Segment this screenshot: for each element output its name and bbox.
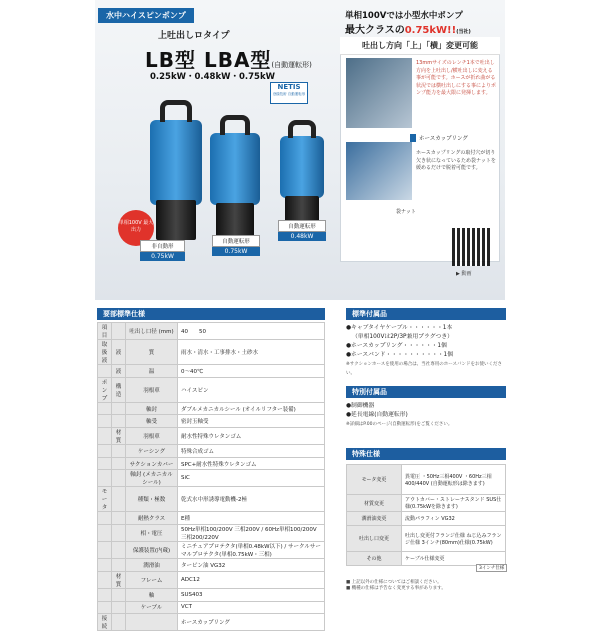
spec-label <box>98 512 112 525</box>
standard-item: ●キャブタイヤケーブル・・・・・・1本 <box>346 325 453 331</box>
spec-label: 接続 <box>98 614 112 631</box>
standard-note: ※サクションホースを使用の場合は、当社専用のホースバンドをお使いください。 <box>346 362 503 376</box>
spec-table <box>97 322 325 631</box>
direction-panel-title: 吐出し方向「上」「横」変更可能 <box>340 37 500 55</box>
spec-row <box>98 445 325 458</box>
spec-value: SUS403 <box>178 588 325 601</box>
spec-label: 質 <box>126 340 178 365</box>
netis-label: NETIS <box>277 83 301 91</box>
spec-label: 材質 <box>112 428 126 445</box>
feature-key: 潤滑油変更 <box>347 512 402 526</box>
spec-row <box>98 415 325 428</box>
spec-label: ケーシング <box>126 445 178 458</box>
spec-value: 0〜40℃ <box>178 365 325 378</box>
feature-key: その他 <box>347 552 402 566</box>
pump2-label-box <box>212 235 260 256</box>
spec-label: 種類・極数 <box>126 487 178 512</box>
spec-value: ハイスピン <box>178 377 325 402</box>
pump-image-large-left <box>150 100 202 240</box>
spec-label: 保護装置(内蔵) <box>126 542 178 559</box>
spec-row <box>98 402 325 415</box>
pump1-label-box <box>140 240 185 261</box>
pump-image-right <box>280 120 324 228</box>
coupling-note: ホースカップリングの取付穴が切り欠き状になっているため袋ナットを緩めるだけで脱着可能です。 <box>416 150 496 171</box>
spec-label <box>112 559 126 572</box>
coupling-label: ホースカップリング <box>410 134 468 142</box>
feature-key: 吐出し口変更 <box>347 526 402 552</box>
spec-label <box>98 571 112 588</box>
pump2-type: 自動運転形 <box>212 235 260 247</box>
spec-label: 軸受 <box>126 415 178 428</box>
spec-label <box>98 457 112 470</box>
coupling-photo <box>346 142 412 200</box>
spec-label <box>98 365 112 378</box>
spec-value: E種 <box>178 512 325 525</box>
spec-label: フレーム <box>126 571 178 588</box>
spec-value: 特殊合成ゴム <box>178 445 325 458</box>
feature-value: ケーブル仕様変更 <box>402 552 506 566</box>
pump2-kw: 0.75kW <box>212 247 260 256</box>
feature-row <box>347 465 506 495</box>
spec-label <box>112 445 126 458</box>
standard-header: 標準付属品 <box>346 308 506 320</box>
pump-body <box>280 136 324 198</box>
spec-label: 材質 <box>112 571 126 588</box>
spec-label <box>126 614 178 631</box>
spec-value: 耐水性特殊ウレタンゴム <box>178 428 325 445</box>
spec-value: ホースカップリング <box>178 614 325 631</box>
spec-label <box>98 601 112 614</box>
special-item: ●延長電線(自動運転形) <box>346 412 408 418</box>
netis-sub: 登録技術 自動運転形 <box>272 92 306 96</box>
spec-label <box>112 525 126 542</box>
spec-label <box>112 601 126 614</box>
spec-label: 羽根車 <box>126 428 178 445</box>
spec-row <box>98 588 325 601</box>
product-category-tag: 水中ハイスピンポンプ <box>98 8 194 23</box>
spec-row <box>98 487 325 512</box>
spec-label: 項目 <box>98 323 112 340</box>
spec-label: 吐出し口径 (mm) <box>126 323 178 340</box>
spec-label <box>112 470 126 487</box>
spec-label <box>112 415 126 428</box>
special-header: 特別付属品 <box>346 386 506 398</box>
spec-row <box>98 470 325 487</box>
special-list <box>346 402 506 429</box>
spec-value: ADC12 <box>178 571 325 588</box>
product-subtitle: 上吐出しロタイプ <box>158 31 230 41</box>
spec-label: 羽根車 <box>126 377 178 402</box>
spec-value: ダブルメカニカルシール (オイルリフター装備) <box>178 402 325 415</box>
pump-handle <box>288 120 316 138</box>
standard-item: ●ホースバンド・・・・・・・・・・1個 <box>346 352 454 358</box>
features-notes: ■ 上記以外の仕様についてはご相談ください。 ■ 機種の仕様は予告なく変更する事があります。 <box>346 580 446 591</box>
pump-body <box>150 120 202 205</box>
feature-value: アウトカバー・ストレーナスタンド SUS仕様(0.75kWを除きます) <box>402 495 506 512</box>
spec-row <box>98 559 325 572</box>
inch-spec-label: 3インチ仕様 <box>476 564 507 572</box>
qr-code[interactable] <box>452 228 490 266</box>
video-label-text: 動画 <box>461 271 472 277</box>
spec-value: 50Hz単相100/200V 三相200V / 60Hz単相100/200V 三相200/220V <box>178 525 325 542</box>
promo-line2 <box>345 21 471 36</box>
standard-list <box>346 324 506 378</box>
spec-value: 40 50 <box>178 323 325 340</box>
spec-row <box>98 428 325 445</box>
spec-label <box>98 542 112 559</box>
spec-row <box>98 377 325 402</box>
pump-base <box>156 200 196 240</box>
spec-value: タービン油 VG32 <box>178 559 325 572</box>
spec-row <box>98 512 325 525</box>
standard-item: （単相100Vは2P/3P兼用プラグつき） <box>352 334 453 340</box>
product-title-note: (自動運転形) <box>271 61 312 69</box>
spec-label: 耐熱クラス <box>126 512 178 525</box>
spec-row <box>98 340 325 365</box>
spec-label <box>98 588 112 601</box>
spec-value: SiC <box>178 470 325 487</box>
feature-value: 流動パラフィン VG32 <box>402 512 506 526</box>
spec-value: 乾式水中形誘導電動機-2極 <box>178 487 325 512</box>
power-ratings: 0.25kW・0.48kW・0.75kW <box>150 72 276 82</box>
spec-value: SPC+耐水性特殊ウレタンゴム <box>178 457 325 470</box>
features-header: 特殊仕様 <box>346 448 506 460</box>
play-icon: ▶ <box>456 271 460 277</box>
feature-key: モータ変更 <box>347 465 402 495</box>
feature-row <box>347 526 506 552</box>
promo-line2-a: 最大クラスの <box>345 25 405 36</box>
feature-value: 吐出し変更付フランジ仕様 ねじ込みフランジ仕様 3インチ(80mm)仕様(0.75kW) <box>402 526 506 552</box>
standard-item: ●ホースカップリング・・・・・・1個 <box>346 343 447 349</box>
spec-label: 取扱液 <box>98 340 112 365</box>
spec-header: 要部標準仕様 <box>97 308 325 320</box>
netis-badge <box>270 82 308 104</box>
spec-row <box>98 542 325 559</box>
spec-label <box>98 559 112 572</box>
spec-label <box>112 323 126 340</box>
promo-line2-c: (当社) <box>456 29 471 35</box>
feature-value: 異電圧 ・50Hz三相400V ・60Hz三相400/440V (自動運転形は除きます) <box>402 465 506 495</box>
pump3-kw: 0.48kW <box>278 232 326 241</box>
spec-label <box>98 470 112 487</box>
feature-key: 材質変更 <box>347 495 402 512</box>
spec-label <box>112 402 126 415</box>
spec-label <box>112 588 126 601</box>
spec-label: 軸 <box>126 588 178 601</box>
spec-label <box>98 525 112 542</box>
spec-label <box>98 428 112 445</box>
spec-row <box>98 323 325 340</box>
spec-label: 液 <box>112 340 126 365</box>
pump3-label-box <box>278 220 326 241</box>
pump3-type: 自動運転形 <box>278 220 326 232</box>
spec-label <box>112 457 126 470</box>
spec-label: 構造 <box>112 377 126 402</box>
spec-row <box>98 365 325 378</box>
spec-label: ポンプ <box>98 377 112 402</box>
spec-label: 軸封 (メカニカルシール) <box>126 470 178 487</box>
spec-row <box>98 525 325 542</box>
spec-label: 液 <box>112 365 126 378</box>
spec-row <box>98 601 325 614</box>
promo-line1: 単相100Vでは小型水中ポンプ <box>345 11 463 21</box>
spec-value: VCT <box>178 601 325 614</box>
spec-value: 雨水・清水・工事排水・土砂水 <box>178 340 325 365</box>
pump-handle <box>160 100 192 122</box>
spec-label <box>112 487 126 512</box>
feature-row <box>347 512 506 526</box>
spec-label: 軸封 <box>126 402 178 415</box>
pump1-kw: 0.75kW <box>140 252 185 261</box>
spec-value: ミニチュアプロテクタ(単相0.48kW以下) / サークルサーマルプロテクタ(単相0.75kW・三相) <box>178 542 325 559</box>
special-note: ※詳細はP.00のページ(自動運転形)をご覧ください。 <box>346 422 453 427</box>
left-red-badge: 単相100V 最大出力 <box>118 210 154 246</box>
spec-label <box>112 614 126 631</box>
product-title-text: LB型 LBA型 <box>145 48 272 72</box>
spec-label <box>98 415 112 428</box>
spec-label: サクションカバー <box>126 457 178 470</box>
special-item: ●制御機器 <box>346 403 375 409</box>
spec-label <box>112 542 126 559</box>
spec-label <box>112 512 126 525</box>
spec-row <box>98 614 325 631</box>
pump-handle <box>220 115 250 135</box>
spec-label: 温 <box>126 365 178 378</box>
spec-label: 相・電圧 <box>126 525 178 542</box>
wrench-note: 13mmサイズのレンチ1本で吐出し方向を上吐出し/横吐出しに変える事が可能です。ホースが折れ曲がる状況では横吐出しにする事によりポンプ能力を最大限に発揮します。 <box>416 60 497 96</box>
video-label[interactable] <box>456 270 471 277</box>
spec-label: モータ <box>98 487 112 512</box>
pump-body <box>210 133 260 205</box>
pump-image-center <box>210 115 260 240</box>
product-title <box>145 44 312 73</box>
promo-line2-b: 0.75kW!! <box>404 25 457 36</box>
spec-label <box>98 402 112 415</box>
features-table <box>346 464 506 566</box>
spec-label: 潤滑油 <box>126 559 178 572</box>
spec-row <box>98 457 325 470</box>
pump-base <box>216 203 254 239</box>
spec-label: ケーブル <box>126 601 178 614</box>
feature-row <box>347 495 506 512</box>
spec-row <box>98 571 325 588</box>
wrench-photo <box>346 58 412 128</box>
pump1-type: 非自動形 <box>140 240 185 252</box>
nut-label: 袋ナット <box>396 209 416 215</box>
spec-label <box>98 445 112 458</box>
spec-value: 密封玉軸受 <box>178 415 325 428</box>
